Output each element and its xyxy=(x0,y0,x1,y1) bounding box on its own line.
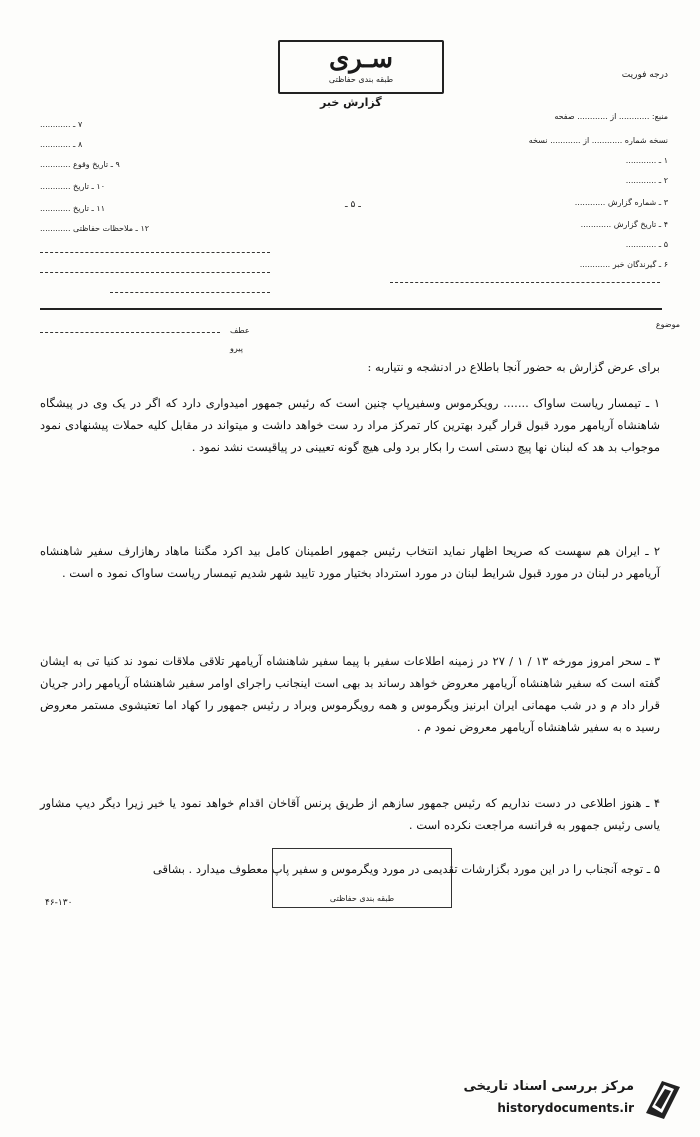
field-source: منبع: ............ از ............ صفحه xyxy=(554,112,668,121)
field-2: ۲ ـ ............ xyxy=(625,176,668,185)
dotted-line xyxy=(40,272,270,273)
field-report-number: ۳ ـ شماره گزارش ............ xyxy=(574,198,668,207)
field-7: ۷ ـ ............ xyxy=(40,120,83,129)
center-mark: ـ ۵ ـ xyxy=(345,200,361,210)
paragraph-4: ۴ ـ هنوز اطلاعی در دست نداریم که رئیس جمهور سازهم از طریق پرنس آقاخان اقدام خواهد نمود یا خیر زیرا دیگر دیپ مشاور یاسی رئیس جمهور به فرانسه مراجعت نکرده است . xyxy=(40,796,660,832)
dotted-line xyxy=(390,282,660,283)
dotted-line xyxy=(40,332,220,333)
field-report-date: ۴ ـ تاریخ گزارش ............ xyxy=(580,220,668,229)
paragraph-5: ۵ ـ توجه آنجناب را در این مورد بگزارشات تقدیمی در مورد ویگرموس و سفیر پاپ معطوف میدارد . بشاقی xyxy=(152,862,660,876)
header-divider xyxy=(40,308,662,310)
reference-label: عطف xyxy=(230,326,250,335)
archive-url[interactable]: historydocuments.ir xyxy=(497,1101,634,1115)
archive-logo-icon xyxy=(642,1077,684,1121)
field-recipients: ۶ ـ گیرندگان خبر ............ xyxy=(579,260,668,269)
report-title: گزارش خبر xyxy=(320,96,382,109)
document-number: ۴۶-۱۳۰ xyxy=(45,898,73,908)
paragraph-2: ۲ ـ ایران هم سهست که صریحا اظهار نماید انتخاب رئیس جمهور اطمینان کامل بید اکرد مگننا ماهاد رهازارف سفیر شاهنشاه آریامهر در لبنان در مورد قبول شرایط لبنان در مورد استرداد بختیار مورد تایید شهر شدیم تیمسار ریاست ساواک نمود ه است . xyxy=(40,544,660,580)
footer-watermark xyxy=(400,1075,690,1125)
dotted-line xyxy=(40,252,270,253)
paragraph-1: ۱ ـ تیمسار ریاست ساواک ....... رویکرموس وسفیرپاپ چنین است که رئیس جمهور امیدواری دارد که اگر در یک وی در پیشگاه شاهنشاه آریامهر مورد قبول قرار گیرد بهترین کار تمرکز مراد رد ست خواهد داشت و میتواند در مقابل کلیه حملات پیشنهادی نمود موجواب بد هد که لبنان نها پیچ دستی است را بکار برد ولی هیچ گونه تعیینی در پیاقیست نشد نمود . xyxy=(40,396,660,454)
urgency-label: درجه فوریت xyxy=(621,70,668,80)
archive-name: مرکز بررسی اسناد تاریخی xyxy=(463,1079,634,1094)
subject-label: موضوع xyxy=(655,320,680,329)
classification-stamp xyxy=(278,40,444,94)
field-5: ۵ ـ ............ xyxy=(625,240,668,249)
bottom-stamp-label: طبقه بندی حفاظتی xyxy=(329,894,395,903)
followup-label: پیرو xyxy=(230,344,243,353)
field-8: ۸ ـ ............ xyxy=(40,140,83,149)
stamp-secret-text: سـرى xyxy=(328,44,394,74)
reference-labels xyxy=(230,322,250,358)
field-copy-number: نسخه شماره ............ از ............ نسخه xyxy=(528,136,668,145)
field-11: ۱۱ ـ تاریخ ............ xyxy=(40,204,105,213)
intro-paragraph: برای عرض گزارش به حضور آنجا باطلاع در ادنشجه و نتیاربه : xyxy=(367,360,660,374)
field-occurrence-date: ۹ ـ تاریخ وقوع ............ xyxy=(40,160,120,169)
field-10: ۱۰ ـ تاریخ ............ xyxy=(40,182,105,191)
paragraph-3: ۳ ـ سحر امروز مورخه ۱۳ / ۱ / ۲۷ در زمینه اطلاعات سفیر با پیما سفیر شاهنشاه آریامهر تلاقی ملاقات نمود ند کنیا تی به ایشان گفته است که سفیر شاهنشاه آریامهر معروض خواهد رساند بد بهی است اینجانب راجرای اوامر سفیر شاهنشاه آریامهر رادر جریان قرار داد م و در شب مهمانی ایران ابرنیز ویگرموس و همه رویگرموس وبراد ر رئیس جمهور را کهاد اما تعتیشوی مستمر معروض رسید ه به سفیر شاهنشاه آریامهر معروض نمود م . xyxy=(40,654,661,734)
dotted-line xyxy=(110,292,270,293)
field-1: ۱ ـ ............ xyxy=(625,156,668,165)
stamp-classification-label: طبقه بندی حفاظتی xyxy=(328,75,394,84)
field-security-notes: ۱۲ ـ ملاحظات حفاظتی ............ xyxy=(40,224,150,233)
bottom-classification-stamp xyxy=(272,848,452,908)
